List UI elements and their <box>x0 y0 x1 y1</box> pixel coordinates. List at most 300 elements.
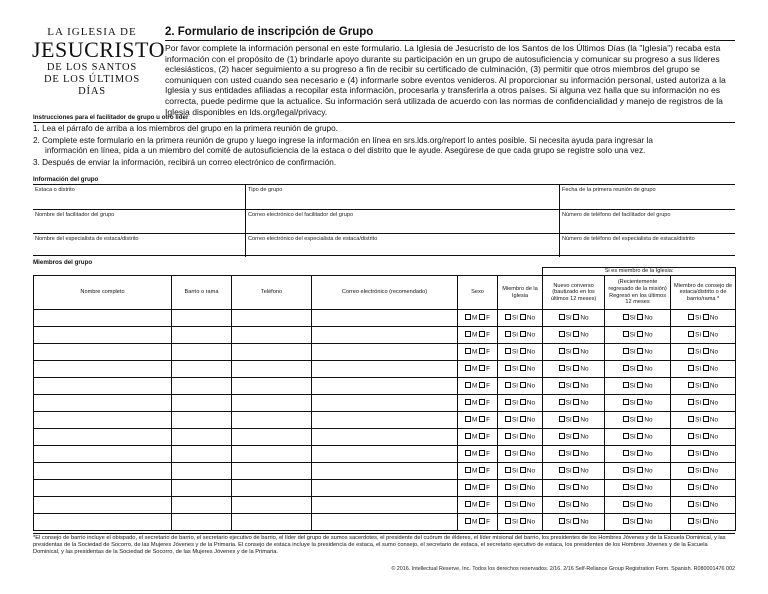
intro-paragraph: Por favor complete la información personal en este formulario. La Iglesia de Jesucristo de los Santos de los Últimos Días (la "Iglesia") recaba esta información con el propósito de (1) brindarle apoyo durante su participación en un grupo de autosuficiencia y comunicar su progreso a sus líderes eclesiásticos, (2) hacer seguimiento a su progreso a fin de recibir su certificado de culminación, (3) permitir que otros miembros del grupo se comuniquen con usted cuando sea necesario e (4) informarle sobre eventos venideros. Al proporcionar su información personal, usted autoriza a la Iglesia y sus entidades afiliadas a recopilar esta información, procesarla y transferirla a otros países. Si alguna vez halla que su información no es correcta, puede pedirme que la actualice. Su información será utilizada de acuerdo con las normas de confidencialidad y manejo de registros de la Iglesia disponibles en lds.org/legal/privacy. <box>165 43 726 117</box>
council-yes-checkbox[interactable] <box>688 450 694 456</box>
specialist-phone-label: Número de teléfono del especialista de estaca/distrito <box>562 236 695 242</box>
missionary-yes-label: Sí <box>629 467 636 475</box>
sex-f-checkbox[interactable] <box>479 450 485 456</box>
col-header-phone: Teléfono <box>232 276 312 310</box>
convert-yes-checkbox[interactable] <box>559 399 565 405</box>
member-yes-checkbox[interactable] <box>505 501 511 507</box>
table-row <box>34 480 736 497</box>
missionary-no-checkbox[interactable] <box>637 365 643 371</box>
sex-f-checkbox[interactable] <box>479 416 485 422</box>
convert-no-checkbox[interactable] <box>573 484 579 490</box>
member-yes-checkbox[interactable] <box>505 416 511 422</box>
group-type-field[interactable] <box>245 185 559 209</box>
instructions-divider <box>33 122 735 123</box>
convert-yes-checkbox[interactable] <box>559 518 565 524</box>
member-returned-missionary-cell <box>605 429 671 446</box>
sex-m-checkbox[interactable] <box>465 484 471 490</box>
member-new-convert-cell <box>543 514 605 531</box>
member-email-cell[interactable] <box>312 310 458 327</box>
convert-no-label: No <box>580 518 589 526</box>
convert-no-checkbox[interactable] <box>573 501 579 507</box>
member-council-cell <box>671 463 736 480</box>
sex-m-checkbox[interactable] <box>465 518 471 524</box>
missionary-no-checkbox[interactable] <box>637 484 643 490</box>
missionary-no-label: No <box>644 484 653 492</box>
group-info-row <box>33 185 735 209</box>
facilitator-email-field[interactable] <box>245 210 559 233</box>
group-info-box <box>33 184 735 256</box>
facilitator-phone-field[interactable] <box>559 210 735 233</box>
member-email-cell[interactable] <box>312 463 458 480</box>
logo-line-2: JESUCRISTO <box>32 37 165 62</box>
member-new-convert-cell <box>543 463 605 480</box>
sex-m-label: M <box>471 416 478 424</box>
missionary-yes-checkbox[interactable] <box>623 331 629 337</box>
table-row <box>34 310 736 327</box>
sex-m-checkbox[interactable] <box>465 348 471 354</box>
missionary-no-label: No <box>644 450 653 458</box>
facilitator-phone-label: Número de teléfono del facilitador del grupo <box>562 212 671 218</box>
member-sex-cell <box>458 412 498 429</box>
member-yes-label: Sí <box>512 450 519 458</box>
sex-f-label: F <box>486 518 490 526</box>
council-no-checkbox[interactable] <box>703 501 709 507</box>
convert-yes-label: Sí <box>565 348 572 356</box>
missionary-no-label: No <box>644 331 653 339</box>
specialist-name-field[interactable] <box>33 234 245 257</box>
church-logo <box>32 26 165 98</box>
member-no-checkbox[interactable] <box>520 501 526 507</box>
convert-no-checkbox[interactable] <box>573 518 579 524</box>
sex-m-checkbox[interactable] <box>465 399 471 405</box>
council-no-checkbox[interactable] <box>703 314 709 320</box>
member-no-label: No <box>526 314 536 322</box>
member-council-cell <box>671 310 736 327</box>
convert-no-checkbox[interactable] <box>573 467 579 473</box>
member-phone-cell[interactable] <box>232 497 312 514</box>
member-ward-cell[interactable] <box>172 310 232 327</box>
missionary-no-checkbox[interactable] <box>637 348 643 354</box>
member-yes-label: Sí <box>512 518 519 526</box>
convert-no-label: No <box>580 467 589 475</box>
convert-yes-checkbox[interactable] <box>559 433 565 439</box>
council-yes-checkbox[interactable] <box>688 382 694 388</box>
member-ward-cell[interactable] <box>172 480 232 497</box>
council-no-checkbox[interactable] <box>703 416 709 422</box>
sex-m-label: M <box>471 331 478 339</box>
sex-m-checkbox[interactable] <box>465 365 471 371</box>
member-name-cell[interactable] <box>34 344 172 361</box>
sex-m-checkbox[interactable] <box>465 433 471 439</box>
missionary-yes-checkbox[interactable] <box>623 399 629 405</box>
member-no-checkbox[interactable] <box>520 399 526 405</box>
member-no-checkbox[interactable] <box>520 433 526 439</box>
sex-f-checkbox[interactable] <box>479 348 485 354</box>
member-no-label: No <box>526 331 536 339</box>
council-yes-label: Sí <box>695 348 702 356</box>
member-ward-cell[interactable] <box>172 412 232 429</box>
convert-yes-checkbox[interactable] <box>559 314 565 320</box>
member-ward-cell[interactable] <box>172 446 232 463</box>
member-ward-cell[interactable] <box>172 361 232 378</box>
member-name-cell[interactable] <box>34 463 172 480</box>
table-row <box>34 463 736 480</box>
member-email-cell[interactable] <box>312 378 458 395</box>
member-ward-cell[interactable] <box>172 327 232 344</box>
missionary-yes-checkbox[interactable] <box>623 484 629 490</box>
council-yes-label: Sí <box>695 467 702 475</box>
member-returned-missionary-cell <box>605 378 671 395</box>
member-no-checkbox[interactable] <box>520 365 526 371</box>
member-phone-cell[interactable] <box>232 412 312 429</box>
member-no-checkbox[interactable] <box>520 467 526 473</box>
council-no-checkbox[interactable] <box>703 450 709 456</box>
member-no-checkbox[interactable] <box>520 450 526 456</box>
convert-yes-checkbox[interactable] <box>559 382 565 388</box>
member-yes-label: Sí <box>512 348 519 356</box>
first-meeting-date-field[interactable] <box>559 185 735 209</box>
member-name-cell[interactable] <box>34 395 172 412</box>
member-phone-cell[interactable] <box>232 378 312 395</box>
member-new-convert-cell <box>543 378 605 395</box>
missionary-yes-checkbox[interactable] <box>623 433 629 439</box>
missionary-no-label: No <box>644 518 653 526</box>
member-phone-cell[interactable] <box>232 361 312 378</box>
convert-yes-checkbox[interactable] <box>559 348 565 354</box>
sex-m-checkbox[interactable] <box>465 382 471 388</box>
sex-f-label: F <box>486 365 490 373</box>
member-phone-cell[interactable] <box>232 429 312 446</box>
member-email-cell[interactable] <box>312 480 458 497</box>
member-phone-cell[interactable] <box>232 395 312 412</box>
council-no-label: No <box>709 416 719 424</box>
member-name-cell[interactable] <box>34 412 172 429</box>
member-no-checkbox[interactable] <box>520 484 526 490</box>
sex-f-checkbox[interactable] <box>479 314 485 320</box>
member-ward-cell[interactable] <box>172 497 232 514</box>
member-church-cell <box>498 497 543 514</box>
missionary-no-label: No <box>644 399 653 407</box>
council-yes-checkbox[interactable] <box>688 348 694 354</box>
member-no-checkbox[interactable] <box>520 314 526 320</box>
member-name-cell[interactable] <box>34 497 172 514</box>
convert-yes-checkbox[interactable] <box>559 331 565 337</box>
missionary-yes-label: Sí <box>629 348 636 356</box>
member-phone-cell[interactable] <box>232 463 312 480</box>
missionary-yes-checkbox[interactable] <box>623 501 629 507</box>
council-yes-checkbox[interactable] <box>688 416 694 422</box>
council-yes-checkbox[interactable] <box>688 314 694 320</box>
council-yes-checkbox[interactable] <box>688 399 694 405</box>
member-email-cell[interactable] <box>312 429 458 446</box>
facilitator-name-field[interactable] <box>33 210 245 233</box>
member-yes-checkbox[interactable] <box>505 331 511 337</box>
missionary-yes-label: Sí <box>629 399 636 407</box>
council-yes-checkbox[interactable] <box>688 467 694 473</box>
council-yes-checkbox[interactable] <box>688 518 694 524</box>
convert-no-checkbox[interactable] <box>573 348 579 354</box>
specialist-phone-field[interactable] <box>559 234 735 257</box>
member-yes-checkbox[interactable] <box>505 484 511 490</box>
convert-yes-label: Sí <box>565 331 572 339</box>
missionary-yes-checkbox[interactable] <box>623 382 629 388</box>
member-phone-cell[interactable] <box>232 514 312 531</box>
council-no-label: No <box>709 314 719 322</box>
sex-m-checkbox[interactable] <box>465 467 471 473</box>
member-yes-checkbox[interactable] <box>505 467 511 473</box>
members-table <box>33 267 736 531</box>
council-no-checkbox[interactable] <box>703 399 709 405</box>
member-name-cell[interactable] <box>34 361 172 378</box>
council-yes-checkbox[interactable] <box>688 331 694 337</box>
council-no-checkbox[interactable] <box>703 331 709 337</box>
convert-no-checkbox[interactable] <box>573 314 579 320</box>
sex-f-checkbox[interactable] <box>479 518 485 524</box>
convert-no-checkbox[interactable] <box>573 416 579 422</box>
sex-f-checkbox[interactable] <box>479 382 485 388</box>
missionary-yes-checkbox[interactable] <box>623 416 629 422</box>
sex-f-checkbox[interactable] <box>479 331 485 337</box>
missionary-no-checkbox[interactable] <box>637 433 643 439</box>
member-email-cell[interactable] <box>312 514 458 531</box>
missionary-no-checkbox[interactable] <box>637 467 643 473</box>
council-yes-label: Sí <box>695 399 702 407</box>
member-name-cell[interactable] <box>34 327 172 344</box>
member-church-cell <box>498 514 543 531</box>
member-church-cell <box>498 480 543 497</box>
council-no-label: No <box>709 433 719 441</box>
member-yes-checkbox[interactable] <box>505 399 511 405</box>
member-yes-label: Sí <box>512 365 519 373</box>
missionary-yes-checkbox[interactable] <box>623 467 629 473</box>
convert-no-label: No <box>580 433 589 441</box>
sex-m-label: M <box>471 365 478 373</box>
missionary-yes-checkbox[interactable] <box>623 365 629 371</box>
member-ward-cell[interactable] <box>172 429 232 446</box>
member-ward-cell[interactable] <box>172 463 232 480</box>
missionary-yes-label: Sí <box>629 314 636 322</box>
sex-f-label: F <box>486 331 490 339</box>
member-new-convert-cell <box>543 344 605 361</box>
member-phone-cell[interactable] <box>232 310 312 327</box>
facilitator-name-label: Nombre del facilitador del grupo <box>35 212 115 218</box>
member-church-cell <box>498 378 543 395</box>
member-email-cell[interactable] <box>312 497 458 514</box>
member-email-cell[interactable] <box>312 327 458 344</box>
missionary-yes-checkbox[interactable] <box>623 348 629 354</box>
member-council-cell <box>671 480 736 497</box>
missionary-no-checkbox[interactable] <box>637 450 643 456</box>
member-church-cell <box>498 395 543 412</box>
council-yes-checkbox[interactable] <box>688 365 694 371</box>
council-no-checkbox[interactable] <box>703 467 709 473</box>
council-no-checkbox[interactable] <box>703 484 709 490</box>
member-no-checkbox[interactable] <box>520 416 526 422</box>
missionary-no-checkbox[interactable] <box>637 501 643 507</box>
convert-no-checkbox[interactable] <box>573 382 579 388</box>
member-name-cell[interactable] <box>34 310 172 327</box>
council-no-label: No <box>709 484 719 492</box>
member-email-cell[interactable] <box>312 395 458 412</box>
member-no-label: No <box>526 416 536 424</box>
missionary-no-checkbox[interactable] <box>637 416 643 422</box>
council-no-checkbox[interactable] <box>703 433 709 439</box>
convert-no-checkbox[interactable] <box>573 331 579 337</box>
member-new-convert-cell <box>543 429 605 446</box>
convert-no-checkbox[interactable] <box>573 450 579 456</box>
council-no-checkbox[interactable] <box>703 365 709 371</box>
member-email-cell[interactable] <box>312 344 458 361</box>
missionary-no-checkbox[interactable] <box>637 382 643 388</box>
specialist-email-field[interactable] <box>245 234 559 257</box>
convert-no-checkbox[interactable] <box>573 365 579 371</box>
sex-f-checkbox[interactable] <box>479 501 485 507</box>
sex-f-label: F <box>486 416 490 424</box>
member-yes-checkbox[interactable] <box>505 314 511 320</box>
convert-yes-checkbox[interactable] <box>559 484 565 490</box>
member-yes-label: Sí <box>512 433 519 441</box>
member-church-cell <box>498 446 543 463</box>
sex-m-checkbox[interactable] <box>465 450 471 456</box>
member-name-cell[interactable] <box>34 480 172 497</box>
member-phone-cell[interactable] <box>232 446 312 463</box>
council-yes-label: Sí <box>695 501 702 509</box>
convert-yes-checkbox[interactable] <box>559 416 565 422</box>
member-yes-checkbox[interactable] <box>505 365 511 371</box>
member-returned-missionary-cell <box>605 395 671 412</box>
council-yes-label: Sí <box>695 382 702 390</box>
member-name-cell[interactable] <box>34 446 172 463</box>
missionary-no-checkbox[interactable] <box>637 331 643 337</box>
missionary-yes-checkbox[interactable] <box>623 450 629 456</box>
member-church-cell <box>498 361 543 378</box>
member-sex-cell <box>458 429 498 446</box>
council-yes-checkbox[interactable] <box>688 433 694 439</box>
sex-m-checkbox[interactable] <box>465 331 471 337</box>
missionary-yes-label: Sí <box>629 484 636 492</box>
member-yes-label: Sí <box>512 416 519 424</box>
group-info-row <box>33 233 735 257</box>
member-council-cell <box>671 446 736 463</box>
member-email-cell[interactable] <box>312 361 458 378</box>
table-row <box>34 327 736 344</box>
table-row <box>34 429 736 446</box>
member-sex-cell <box>458 327 498 344</box>
member-no-label: No <box>526 484 536 492</box>
member-email-cell[interactable] <box>312 412 458 429</box>
member-church-cell <box>498 327 543 344</box>
member-no-checkbox[interactable] <box>520 331 526 337</box>
missionary-yes-checkbox[interactable] <box>623 314 629 320</box>
member-ward-cell[interactable] <box>172 344 232 361</box>
missionary-yes-checkbox[interactable] <box>623 518 629 524</box>
convert-yes-checkbox[interactable] <box>559 450 565 456</box>
member-name-cell[interactable] <box>34 429 172 446</box>
group-type-label: Tipo de grupo <box>248 187 283 193</box>
sex-f-label: F <box>486 484 490 492</box>
member-email-cell[interactable] <box>312 446 458 463</box>
member-ward-cell[interactable] <box>172 514 232 531</box>
council-yes-checkbox[interactable] <box>688 484 694 490</box>
council-no-checkbox[interactable] <box>703 348 709 354</box>
convert-yes-label: Sí <box>565 365 572 373</box>
member-council-cell <box>671 497 736 514</box>
council-no-label: No <box>709 467 719 475</box>
convert-yes-checkbox[interactable] <box>559 365 565 371</box>
council-no-checkbox[interactable] <box>703 518 709 524</box>
member-yes-checkbox[interactable] <box>505 382 511 388</box>
missionary-no-checkbox[interactable] <box>637 314 643 320</box>
member-ward-cell[interactable] <box>172 378 232 395</box>
member-yes-checkbox[interactable] <box>505 518 511 524</box>
missionary-no-checkbox[interactable] <box>637 399 643 405</box>
convert-no-checkbox[interactable] <box>573 433 579 439</box>
council-yes-checkbox[interactable] <box>688 501 694 507</box>
member-name-cell[interactable] <box>34 514 172 531</box>
convert-no-label: No <box>580 365 589 373</box>
sex-f-label: F <box>486 433 490 441</box>
sex-m-checkbox[interactable] <box>465 416 471 422</box>
member-no-checkbox[interactable] <box>520 382 526 388</box>
convert-yes-checkbox[interactable] <box>559 467 565 473</box>
sex-m-checkbox[interactable] <box>465 314 471 320</box>
missionary-no-label: No <box>644 501 653 509</box>
member-no-checkbox[interactable] <box>520 348 526 354</box>
members-group-header-row <box>34 268 736 276</box>
table-row <box>34 361 736 378</box>
sex-f-checkbox[interactable] <box>479 365 485 371</box>
convert-yes-label: Sí <box>565 467 572 475</box>
member-council-cell <box>671 514 736 531</box>
missionary-yes-label: Sí <box>629 518 636 526</box>
convert-yes-checkbox[interactable] <box>559 501 565 507</box>
council-no-checkbox[interactable] <box>703 382 709 388</box>
member-returned-missionary-cell <box>605 344 671 361</box>
member-no-label: No <box>526 433 536 441</box>
convert-yes-label: Sí <box>565 382 572 390</box>
sex-f-checkbox[interactable] <box>479 467 485 473</box>
member-returned-missionary-cell <box>605 497 671 514</box>
table-row <box>34 344 736 361</box>
member-phone-cell[interactable] <box>232 480 312 497</box>
convert-no-checkbox[interactable] <box>573 399 579 405</box>
member-yes-checkbox[interactable] <box>505 348 511 354</box>
member-returned-missionary-cell <box>605 310 671 327</box>
sex-f-checkbox[interactable] <box>479 433 485 439</box>
sex-f-checkbox[interactable] <box>479 484 485 490</box>
member-name-cell[interactable] <box>34 378 172 395</box>
sex-f-checkbox[interactable] <box>479 399 485 405</box>
missionary-no-label: No <box>644 365 653 373</box>
missionary-no-label: No <box>644 314 653 322</box>
convert-yes-label: Sí <box>565 399 572 407</box>
member-phone-cell[interactable] <box>232 327 312 344</box>
member-phone-cell[interactable] <box>232 344 312 361</box>
stake-label: Estaca o distrito <box>35 187 75 193</box>
stake-field[interactable] <box>33 185 245 209</box>
sex-m-checkbox[interactable] <box>465 501 471 507</box>
member-returned-missionary-cell <box>605 361 671 378</box>
member-yes-checkbox[interactable] <box>505 433 511 439</box>
col-header-name: Nombre completo <box>34 276 172 310</box>
member-no-checkbox[interactable] <box>520 518 526 524</box>
member-ward-cell[interactable] <box>172 395 232 412</box>
member-yes-checkbox[interactable] <box>505 450 511 456</box>
missionary-no-checkbox[interactable] <box>637 518 643 524</box>
council-yes-label: Sí <box>695 450 702 458</box>
member-yes-label: Sí <box>512 501 519 509</box>
member-no-label: No <box>526 365 536 373</box>
